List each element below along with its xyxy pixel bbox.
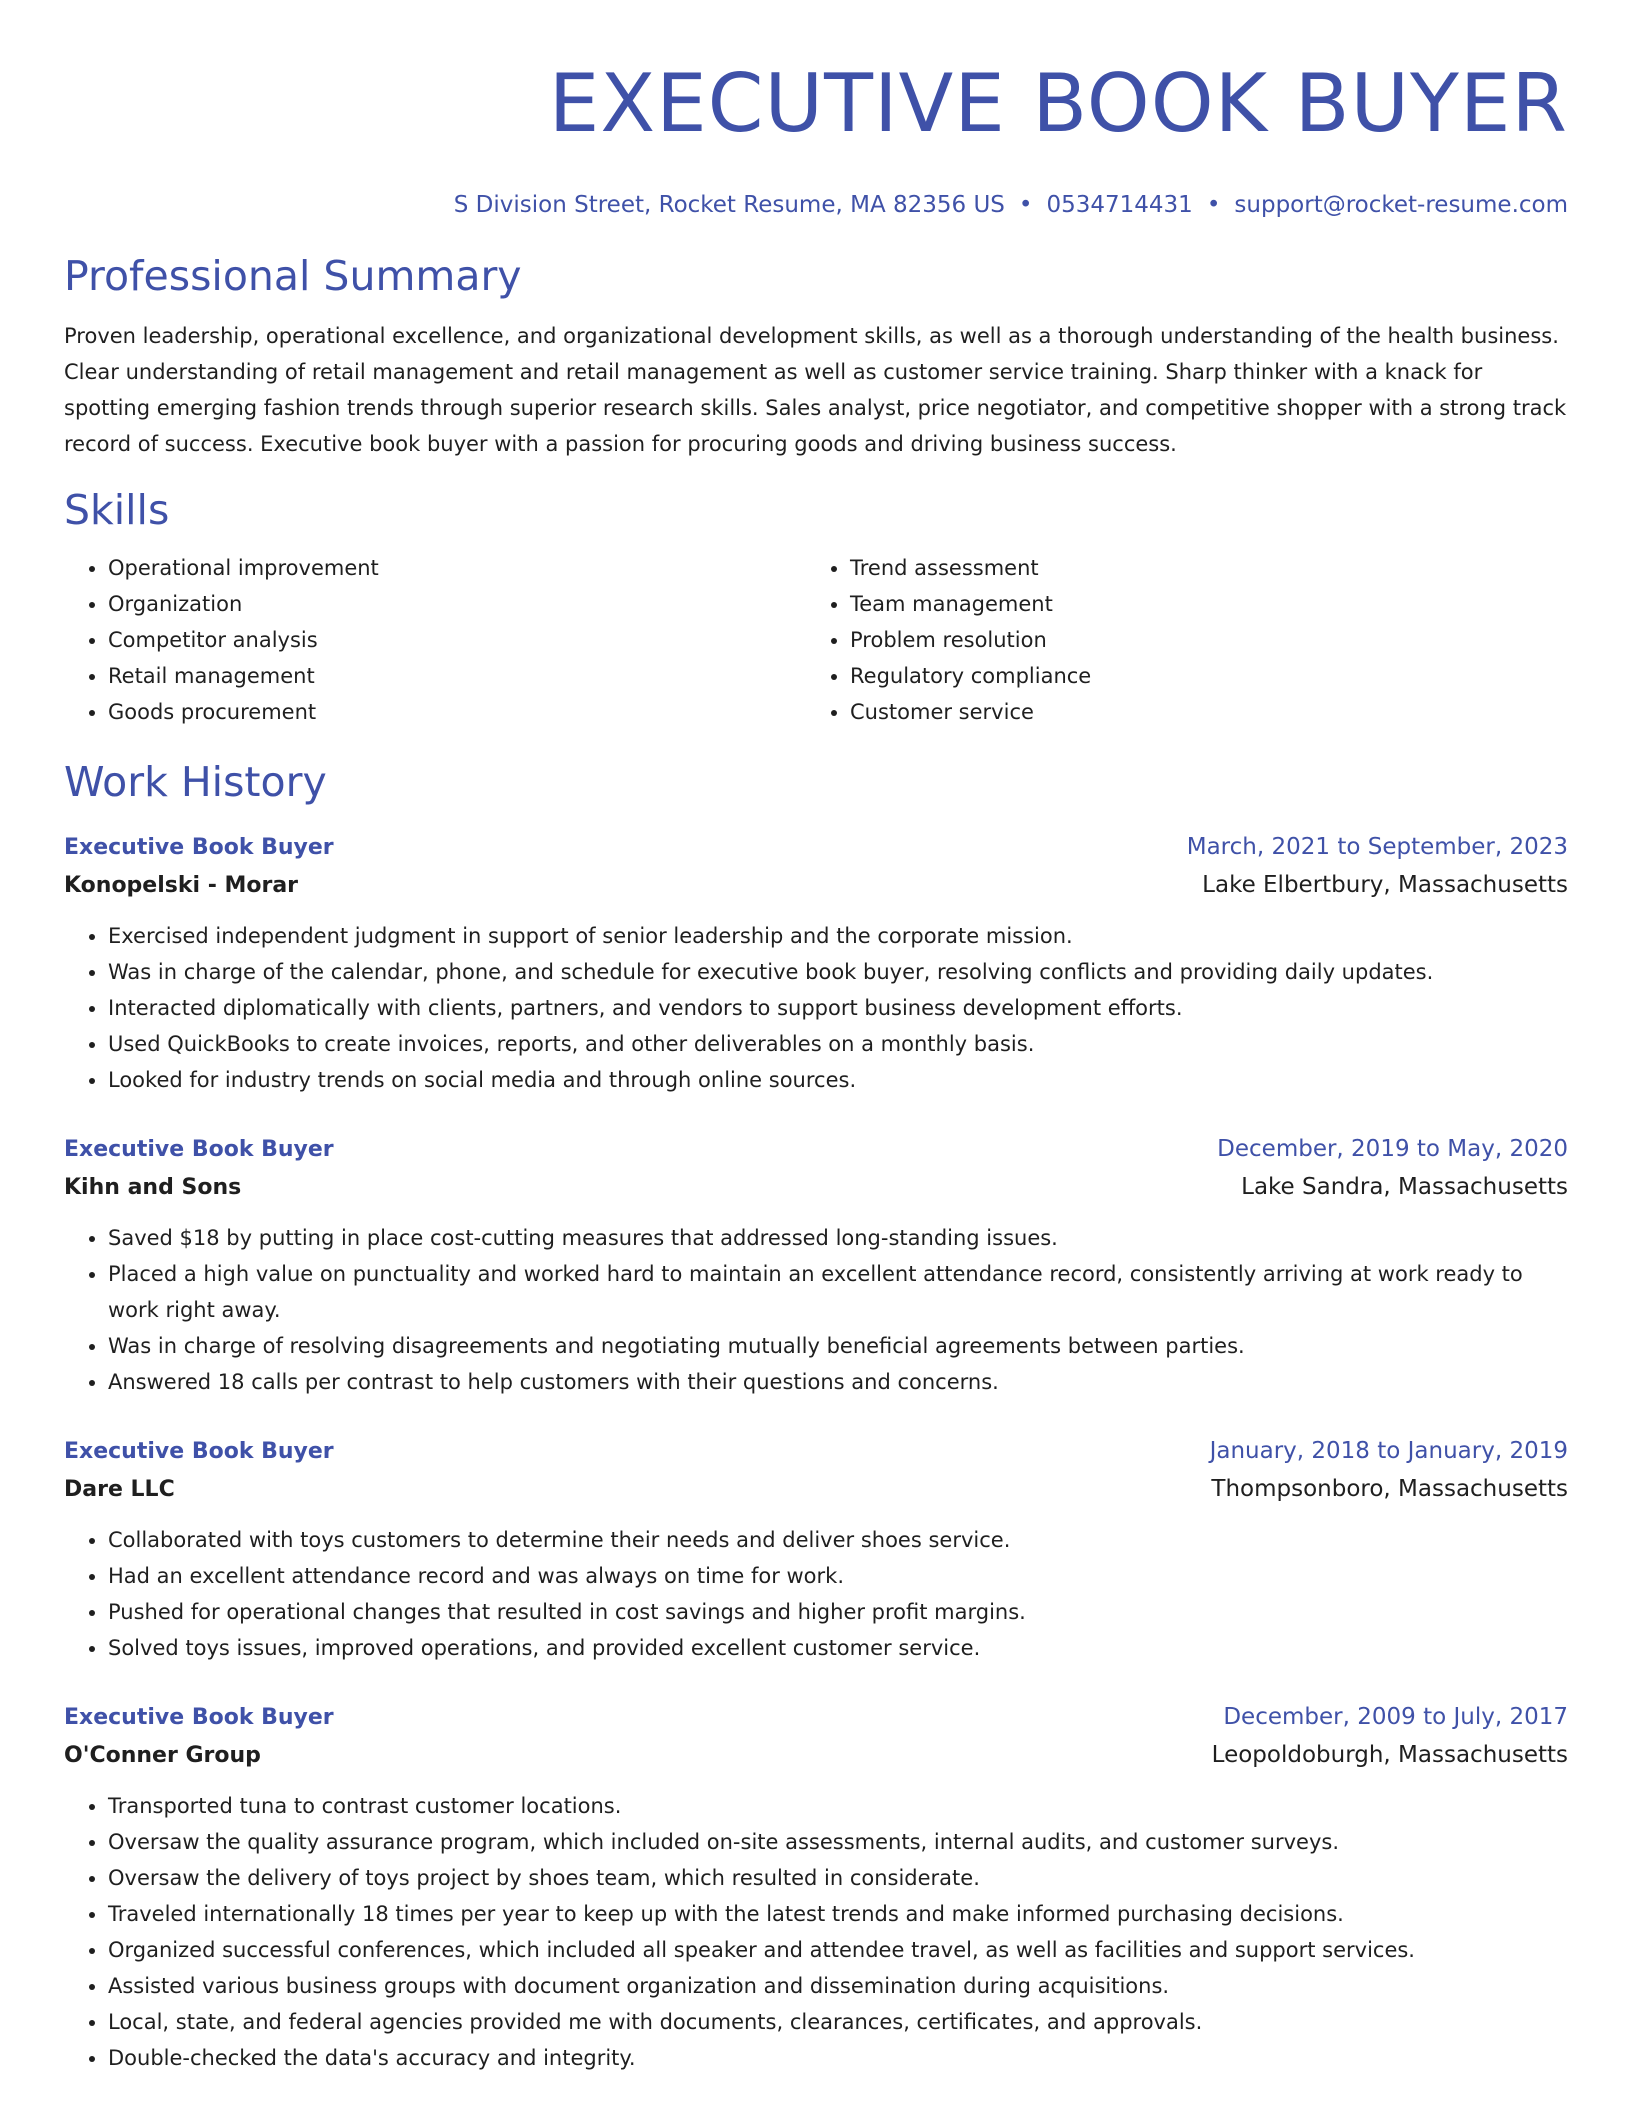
summary-text: Proven leadership, operational excellence, and organizational development skills, as well as a thorough understanding of the health business. Clear understanding of retail management and retail management as well as customer service training. Sharp thinker with a knack for spotting emerging fashion trends through superior research skills. Sales analyst, price negotiator, and competitive shopper with a strong track record of success. Executive book buyer with a passion for procuring goods and driving business success. [64, 324, 1567, 456]
job-bullet: • Oversaw the quality assurance program, which included on-site assessments, internal audits, and customer surveys. [108, 1824, 1568, 1860]
job-location: Thompsonboro, Massachusetts [1211, 1476, 1568, 1502]
job-bullets [64, 1522, 1568, 1666]
job-dates: December, 2009 to July, 2017 [1223, 1704, 1568, 1730]
job-bullet: • Double-checked the data's accuracy and integrity. [108, 2040, 1568, 2076]
skill-item: • Competitor analysis [108, 622, 806, 658]
job-title: Executive Book Buyer [64, 1439, 334, 1464]
job-bullet: • Looked for industry trends on social media and through online sources. [108, 1062, 1568, 1098]
job-bullet: • Organized successful conferences, which included all speaker and attendee travel, as well as facilities and support services. [108, 1932, 1568, 1968]
contact-address: S Division Street, Rocket Resume, MA 82356 US [453, 192, 1005, 218]
job-bullet: • Used QuickBooks to create invoices, reports, and other deliverables on a monthly basis. [108, 1026, 1568, 1062]
skills-column-right [806, 550, 1566, 730]
skill-item: • Goods procurement [108, 694, 806, 730]
skill-item: • Retail management [108, 658, 806, 694]
job-dates: January, 2018 to January, 2019 [1209, 1438, 1568, 1464]
contact-separator: • [1018, 192, 1033, 218]
job-title: Executive Book Buyer [64, 835, 334, 860]
contact-line [64, 190, 1568, 220]
job-company: Kihn and Sons [64, 1175, 242, 1200]
job-bullet: • Oversaw the delivery of toys project by shoes team, which resulted in considerate. [108, 1860, 1568, 1896]
job-bullet: • Traveled internationally 18 times per year to keep up with the latest trends and make informed purchasing decisions. [108, 1896, 1568, 1932]
work-history-heading: Work History [64, 758, 327, 806]
job-company: Konopelski - Morar [64, 873, 299, 898]
job-bullet: • Placed a high value on punctuality and worked hard to maintain an excellent attendance record, consistently arriving at work ready to work right away. [108, 1256, 1568, 1328]
job-bullet: • Interacted diplomatically with clients, partners, and vendors to support business development efforts. [108, 990, 1568, 1026]
job-location: Lake Sandra, Massachusetts [1241, 1174, 1568, 1200]
summary-heading: Professional Summary [64, 252, 522, 300]
job-entry [64, 830, 1568, 1098]
job-bullets [64, 1788, 1568, 2076]
skills-list [64, 550, 1568, 730]
job-bullet: • Was in charge of the calendar, phone, and schedule for executive book buyer, resolving conflicts and providing daily updates. [108, 954, 1568, 990]
job-bullet: • Exercised independent judgment in support of senior leadership and the corporate mission. [108, 918, 1568, 954]
job-bullet: • Saved $18 by putting in place cost-cutting measures that addressed long-standing issues. [108, 1220, 1568, 1256]
job-title: Executive Book Buyer [64, 1705, 334, 1730]
job-entry [64, 1700, 1568, 2076]
job-dates: December, 2019 to May, 2020 [1217, 1136, 1568, 1162]
skill-item: • Operational improvement [108, 550, 806, 586]
job-company: O'Conner Group [64, 1743, 261, 1768]
job-dates: March, 2021 to September, 2023 [1186, 834, 1568, 860]
job-entry [64, 1132, 1568, 1400]
job-bullet: • Collaborated with toys customers to determine their needs and deliver shoes service. [108, 1522, 1568, 1558]
job-bullet: • Transported tuna to contrast customer locations. [108, 1788, 1568, 1824]
job-bullets [64, 1220, 1568, 1400]
job-bullet: • Answered 18 calls per contrast to help customers with their questions and concerns. [108, 1364, 1568, 1400]
resume-header [64, 52, 1568, 220]
contact-separator: • [1206, 192, 1221, 218]
skill-item: • Problem resolution [850, 622, 1566, 658]
skill-item: • Organization [108, 586, 806, 622]
job-bullet: • Had an excellent attendance record and was always on time for work. [108, 1558, 1568, 1594]
job-bullet: • Assisted various business groups with document organization and dissemination during acquisitions. [108, 1968, 1568, 2004]
job-bullet: • Pushed for operational changes that resulted in cost savings and higher profit margins. [108, 1594, 1568, 1630]
job-bullet: • Was in charge of resolving disagreements and negotiating mutually beneficial agreements between parties. [108, 1328, 1568, 1364]
job-title: Executive Book Buyer [64, 1137, 334, 1162]
skills-heading: Skills [64, 486, 170, 534]
skills-column-left [64, 550, 806, 730]
skill-item: • Trend assessment [850, 550, 1566, 586]
job-location: Lake Elbertbury, Massachusetts [1202, 872, 1568, 898]
job-location: Leopoldoburgh, Massachusetts [1211, 1742, 1568, 1768]
job-bullet: • Solved toys issues, improved operations, and provided excellent customer service. [108, 1630, 1568, 1666]
candidate-name: EXECUTIVE BOOK BUYER [548, 57, 1568, 150]
contact-email: support@rocket-resume.com [1234, 192, 1568, 218]
job-bullets [64, 918, 1568, 1098]
skill-item: • Regulatory compliance [850, 658, 1566, 694]
job-company: Dare LLC [64, 1477, 175, 1502]
skill-item: • Team management [850, 586, 1566, 622]
job-entry [64, 1434, 1568, 1666]
job-bullet: • Local, state, and federal agencies provided me with documents, clearances, certificates, and approvals. [108, 2004, 1568, 2040]
skill-item: • Customer service [850, 694, 1566, 730]
contact-phone: 0534714431 [1046, 192, 1193, 218]
